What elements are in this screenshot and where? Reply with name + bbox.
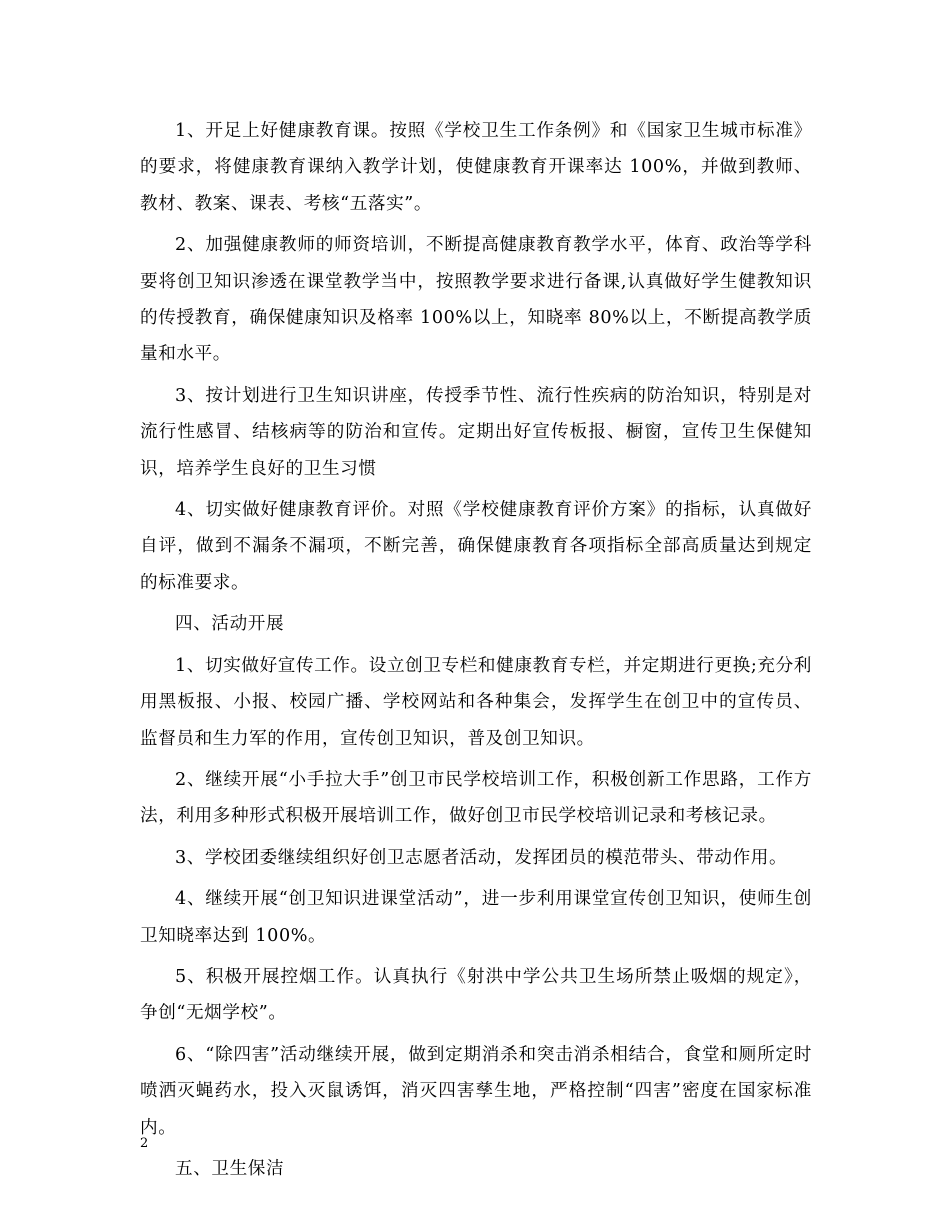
- paragraph-hygiene-lectures: 3、按计划进行卫生知识讲座，传授季节性、流行性疾病的防治知识，特别是对流行性感冒、结核病等的防治和宣传。定期出好宣传板报、橱窗，宣传卫生保健知识，培养学生良好的卫生习惯: [140, 385, 812, 479]
- paragraph-publicity-work: 1、切实做好宣传工作。设立创卫专栏和健康教育专栏，并定期进行更换;充分利用黑板报、小报、校园广播、学校网站和各种集会，发挥学生在创卫中的宣传员、监督员和生力军的作用，宣传创卫知识，普及创卫知识。: [140, 655, 812, 749]
- document-body: [140, 113, 812, 1192]
- paragraph-knowledge-in-classroom: 4、继续开展“创卫知识进课堂活动”，进一步利用课堂宣传创卫知识，使师生创卫知晓率达到 100%。: [140, 889, 812, 946]
- section-heading-sanitation: 五、卫生保洁: [175, 1158, 285, 1179]
- paragraph-four-pests: 6、“除四害”活动继续开展，做到定期消杀和突击消杀相结合，食堂和厕所定时喷洒灭蝇药水，投入灭鼠诱饵，消灭四害孳生地，严格控制“四害”密度在国家标准内。: [140, 1044, 812, 1138]
- section-heading-activities: 四、活动开展: [175, 614, 285, 635]
- paragraph-citizen-school-training: 2、继续开展“小手拉大手”创卫市民学校培训工作，积极创新工作思路，工作方法，利用多种形式积极开展培训工作，做好创卫市民学校培训记录和考核记录。: [140, 769, 812, 827]
- paragraph-health-evaluation: 4、切实做好健康教育评价。对照《学校健康教育评价方案》的指标，认真做好自评，做到不漏条不漏项，不断完善，确保健康教育各项指标全部高质量达到规定的标准要求。: [140, 500, 812, 593]
- paragraph-health-class: 1、开足上好健康教育课。按照《学校卫生工作条例》和《国家卫生城市标准》的要求，将健康教育课纳入教学计划，使健康教育开课率达 100%，并做到教师、教材、教案、课表、考核“五落实”。: [140, 121, 812, 214]
- paragraph-volunteer-activities: 3、学校团委继续组织好创卫志愿者活动，发挥团员的模范带头、带动作用。: [175, 847, 788, 868]
- paragraph-teacher-training: 2、加强健康教师的师资培训，不断提高健康教育教学水平，体育、政治等学科要将创卫知识渗透在课堂教学当中，按照教学要求进行备课,认真做好学生健教知识的传授教育，确保健康知识及格率 100%以上，知晓率 80%以上，不断提高教学质量和水平。: [140, 235, 812, 365]
- paragraph-tobacco-control: 5、积极开展控烟工作。认真执行《射洪中学公共卫生场所禁止吸烟的规定》，争创“无烟学校”。: [140, 966, 812, 1024]
- page-number: 2: [140, 1136, 149, 1151]
